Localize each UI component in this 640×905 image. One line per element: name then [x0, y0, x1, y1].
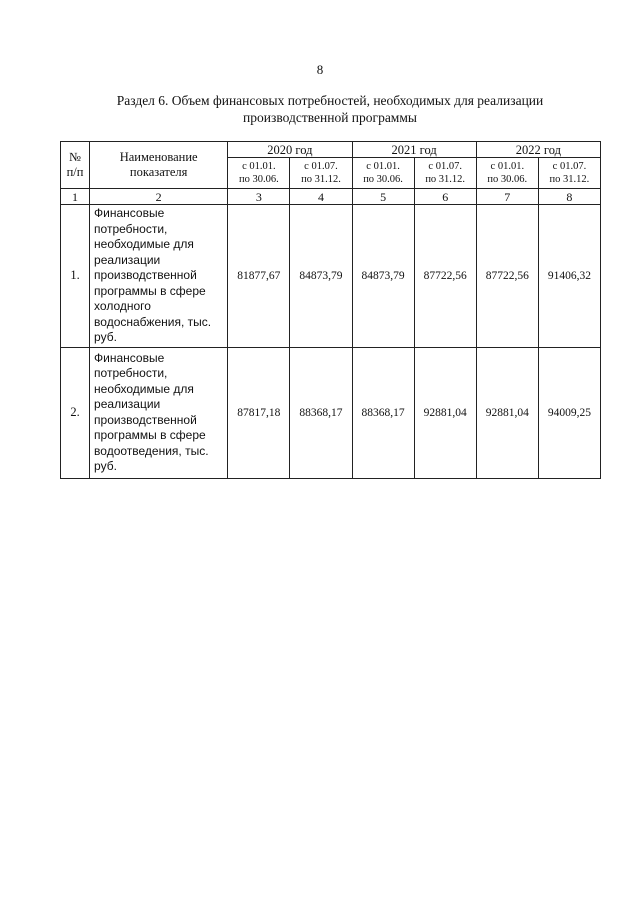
header-row-years	[61, 142, 601, 158]
value-cell: 88368,17	[290, 347, 352, 478]
period-start: с 01.01.	[490, 161, 525, 172]
header-period-cell	[352, 158, 414, 189]
value-cell: 84873,79	[290, 205, 352, 348]
value-cell: 94009,25	[538, 347, 600, 478]
header-year-2020: 2020 год	[228, 142, 352, 158]
value-cell: 92881,04	[476, 347, 538, 478]
header-number-label: №	[69, 150, 81, 164]
table-row	[61, 205, 601, 348]
header-year-2021: 2021 год	[352, 142, 476, 158]
column-number-row	[61, 189, 601, 205]
column-number-cell: 6	[414, 189, 476, 205]
period-start: с 01.07.	[304, 161, 338, 172]
header-number-sublabel: п/п	[66, 165, 84, 179]
row-number-cell: 1.	[61, 205, 90, 348]
header-name-sublabel: показателя	[129, 165, 188, 179]
period-end: по 31.12.	[425, 174, 466, 185]
column-number-cell: 8	[538, 189, 600, 205]
column-number-cell: 4	[290, 189, 352, 205]
value-cell: 81877,67	[228, 205, 290, 348]
column-number-cell: 1	[61, 189, 90, 205]
value-cell: 91406,32	[538, 205, 600, 348]
header-period-cell	[290, 158, 352, 189]
header-name-cell	[90, 142, 228, 189]
value-cell: 84873,79	[352, 205, 414, 348]
row-number-cell: 2.	[61, 347, 90, 478]
period-start: с 01.01.	[242, 161, 276, 172]
section-title-line-1: Раздел 6. Объем финансовых потребностей, необходимых для реализации	[116, 93, 544, 108]
header-name-label: Наименование	[119, 150, 198, 164]
value-cell: 92881,04	[414, 347, 476, 478]
value-cell: 87722,56	[414, 205, 476, 348]
header-period-cell	[538, 158, 600, 189]
financial-needs-table	[60, 141, 601, 479]
period-end: по 30.06.	[238, 174, 279, 185]
column-number-cell: 3	[228, 189, 290, 205]
page-number: 8	[316, 62, 324, 77]
period-start: с 01.07.	[552, 161, 587, 172]
period-start: с 01.01.	[366, 161, 400, 172]
header-period-cell	[228, 158, 290, 189]
header-year-2022: 2022 год	[476, 142, 600, 158]
period-end: по 31.12.	[549, 174, 590, 185]
header-period-cell	[476, 158, 538, 189]
column-number-cell: 2	[90, 189, 228, 205]
section-title	[60, 92, 600, 126]
section-title-line-2: производственной программы	[243, 110, 417, 125]
value-cell: 88368,17	[352, 347, 414, 478]
value-cell: 87817,18	[228, 347, 290, 478]
header-number-cell	[61, 142, 90, 189]
indicator-name-cell: Финансовые потребности, необходимые для реализации производственной программы в сфере холодного водоснабжения, тыс. руб.	[90, 205, 228, 348]
period-end: по 31.12.	[301, 174, 341, 185]
period-end: по 30.06.	[363, 174, 403, 185]
period-end: по 30.06.	[487, 174, 528, 185]
value-cell: 87722,56	[476, 205, 538, 348]
period-start: с 01.07.	[428, 161, 462, 172]
header-period-cell	[414, 158, 476, 189]
column-number-cell: 5	[352, 189, 414, 205]
table-row	[61, 347, 601, 478]
column-number-cell: 7	[476, 189, 538, 205]
indicator-name-cell: Финансовые потребности, необходимые для реализации производственной программы в сфере водоотведения, тыс. руб.	[90, 347, 228, 478]
